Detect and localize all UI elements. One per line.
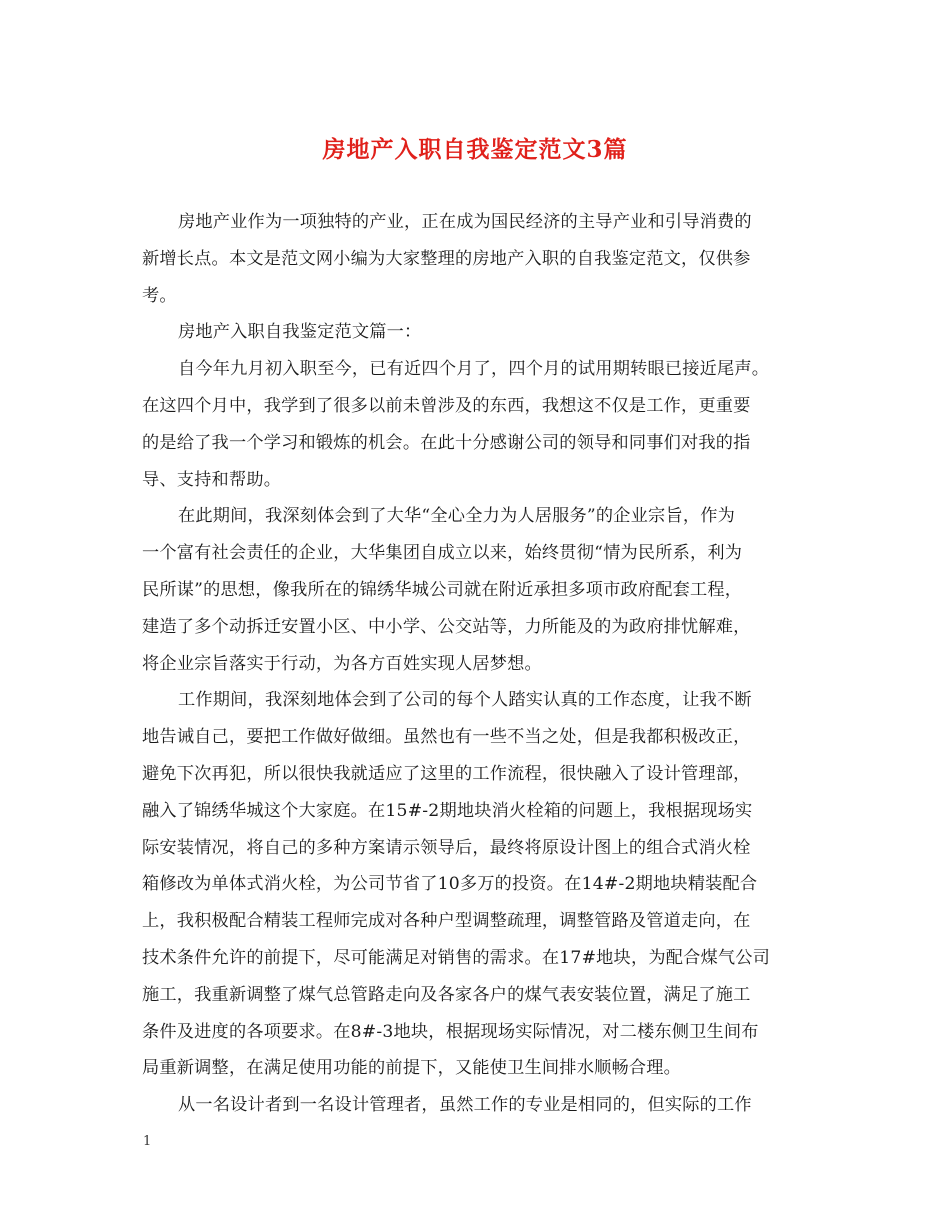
- text-line: 导、支持和帮助。: [142, 469, 282, 490]
- text-line: 从一名设计者到一名设计管理者，虽然工作的专业是相同的，但实际的工作: [178, 1095, 752, 1116]
- text-line: 建造了多个动拆迁安置小区、中小学、公交站等，力所能及的为政府排忧解难，: [142, 616, 751, 637]
- text-line: 房地产业作为一项独特的产业，正在成为国民经济的主导产业和引导消费的: [178, 212, 752, 232]
- text-line: 将企业宗旨落实于行动，为各方百姓实现人居梦想。: [142, 653, 542, 674]
- text-line: 条件及进度的各项要求。在8#-3地块，根据现场实际情况，对二楼东侧卫生间布: [142, 1021, 759, 1042]
- page-number: 1: [143, 1134, 152, 1149]
- text-line: 局重新调整，在满足使用功能的前提下，又能使卫生间排水顺畅合理。: [142, 1058, 682, 1079]
- text-line: 考。: [142, 285, 177, 306]
- text-line: 避免下次再犯，所以很快我就适应了这里的工作流程，很快融入了设计管理部，: [142, 763, 751, 784]
- text-line: 地告诫自己，要把工作做好做细。虽然也有一些不当之处，但是我都积极改正，: [142, 727, 751, 748]
- text-line: 一个富有社会责任的企业，大华集团自成立以来，始终贯彻“情为民所系，利为: [142, 543, 743, 564]
- text-line: 在此期间，我深刻体会到了大华“全心全力为人居服务”的企业宗旨，作为: [178, 506, 735, 527]
- text-line: 融入了锦绣华城这个大家庭。在15#-2期地块消火栓箱的问题上，我根据现场实: [142, 800, 753, 821]
- text-line: 施工，我重新调整了煤气总管路走向及各家各户的煤气表安装位置，满足了施工: [142, 984, 751, 1005]
- text-line: 新增长点。本文是范文网小编为大家整理的房地产入职的自我鉴定范文，仅供参: [142, 248, 751, 269]
- text-line: 上，我积极配合精装工程师完成对各种户型调整疏理，调整管路及管道走向，在: [142, 911, 751, 932]
- text-line: 在这四个月中，我学到了很多以前未曾涉及的东西，我想这不仅是工作，更重要: [142, 395, 751, 416]
- text-line: 民所谋”的思想，像我所在的锦绣华城公司就在附近承担多项市政府配套工程，: [142, 579, 743, 600]
- text-line: 技术条件允许的前提下，尽可能满足对销售的需求。在17#地块，为配合煤气公司: [142, 947, 771, 968]
- document-title: 房地产入职自我鉴定范文3篇: [322, 136, 628, 163]
- text-line: 箱修改为单体式消火栓，为公司节省了10多万的投资。在14#-2期地块精装配合: [142, 874, 758, 895]
- text-line: 工作期间，我深刻地体会到了公司的每个人踏实认真的工作态度，让我不断: [178, 690, 752, 711]
- text-line: 的是给了我一个学习和锻炼的机会。在此十分感谢公司的领导和同事们对我的指: [142, 432, 751, 453]
- document-body: [142, 204, 807, 1124]
- text-line: 自今年九月初入职至今，已有近四个月了，四个月的试用期转眼已接近尾声。: [178, 359, 770, 380]
- section-heading: 房地产入职自我鉴定范文篇一：: [178, 322, 422, 343]
- text-line: 际安装情况，将自己的多种方案请示领导后，最终将原设计图上的组合式消火栓: [142, 837, 751, 858]
